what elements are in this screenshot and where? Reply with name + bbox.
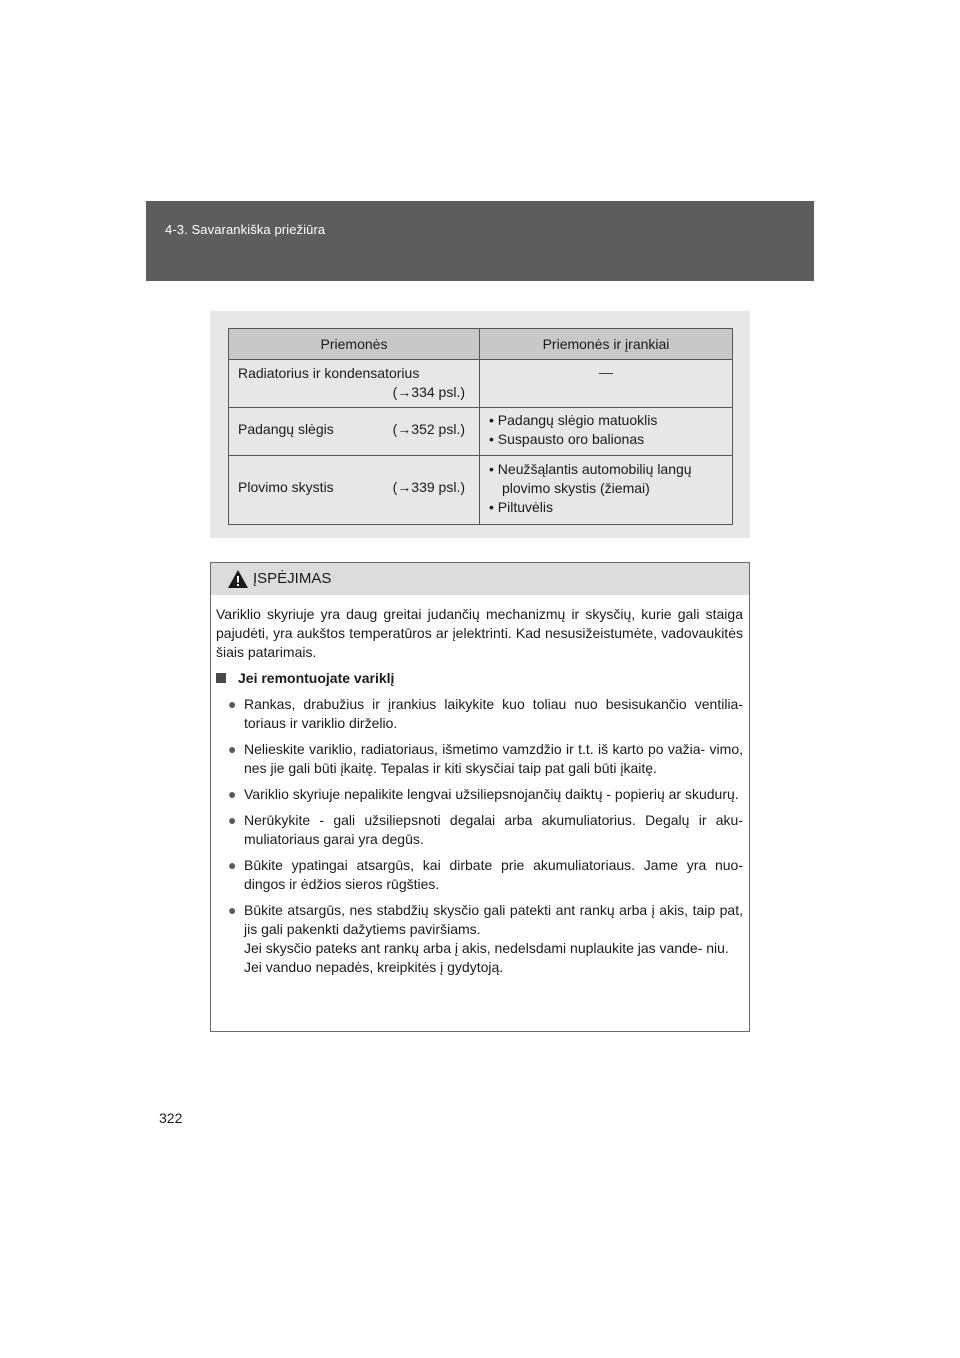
- tool-item: • Padangų slėgio matuoklis: [489, 412, 658, 428]
- column-header-tools: Priemonės ir įrankiai: [480, 329, 733, 360]
- bullet-icon: ●: [228, 857, 237, 873]
- tools-table-panel: [210, 311, 750, 538]
- list-item: ● Variklio skyriuje nepalikite lengvai užsiliepsnojančių daiktų - popierių ar skudurų.: [228, 786, 739, 802]
- list-item: ● Būkite atsargūs, nes stabdžių skysčio gali patekti ant rankų arba į akis, taip pat, jis gali pakenkti dažytiems paviršiams. Jei skysčio pateks ant rankų arba į akis, nedelsdami nuplaukite jas vande- niu. Jei vanduo nepadės, kreipkitės į gydytoją.: [228, 902, 743, 975]
- section-header-bar: [146, 201, 814, 281]
- tool-item-continuation: plovimo skystis (žiemai): [502, 480, 650, 496]
- bullet-icon: ●: [228, 741, 237, 757]
- bullet-icon: ●: [228, 786, 237, 802]
- page-number: 322: [159, 1110, 183, 1126]
- list-item: ● Rankas, drabužius ir įrankius laikykite kuo toliau nuo besisukančio ventilia- toriaus ir variklio dirželio.: [228, 696, 743, 731]
- list-item: ● Būkite ypatingai atsargūs, kai dirbate prie akumuliatoriaus. Jame yra nuo- dingos ir ėdžios sieros rūgšties.: [228, 857, 743, 892]
- page-reference: (→352 psl.): [392, 421, 465, 437]
- page-reference: (→339 psl.): [392, 479, 465, 495]
- empty-dash: —: [599, 364, 613, 380]
- table-header-row: [229, 329, 733, 360]
- list-item-extra: Jei vanduo nepadės, kreipkitės į gydytoją.: [244, 959, 504, 975]
- row-item: Radiatorius ir kondensatorius: [238, 365, 420, 381]
- bullet-icon: ●: [228, 696, 237, 712]
- warning-body: [216, 605, 743, 977]
- tool-item: • Piltuvėlis: [489, 499, 554, 515]
- warning-title: ĮSPĖJIMAS: [253, 570, 332, 587]
- row-item: Plovimo skystis: [238, 479, 334, 495]
- list-item: ● Nerūkykite - gali užsiliepsnoti degalai arba akumuliatorius. Degalų ir aku- muliatoriaus garai yra degūs.: [228, 812, 743, 847]
- column-header-items: Priemonės: [229, 329, 480, 360]
- bullet-icon: ●: [228, 812, 237, 828]
- warning-intro: Variklio skyriuje yra daug greitai judančių mechanizmų ir skysčių, kurie gali staiga pajudėti, yra aukštos temperatūros ar įelektrinti. Kad nesusižeistumėte, vadovaukitės šiais patarimais.: [216, 606, 743, 660]
- warning-header: [211, 563, 749, 595]
- row-item: Padangų slėgis: [238, 421, 334, 437]
- warning-triangle-icon: [227, 569, 249, 589]
- list-item-extra: Jei skysčio pateks ant rankų arba į akis, nedelsdami nuplaukite jas vande- niu.: [244, 940, 729, 956]
- tool-item: • Suspausto oro balionas: [489, 431, 645, 447]
- table-row: [229, 408, 733, 456]
- bullet-icon: ●: [228, 902, 237, 918]
- tool-item: • Neužšąlantis automobilių langų: [489, 461, 692, 477]
- warning-section-title: Jei remontuojate variklį: [216, 669, 743, 688]
- tools-table: [228, 328, 733, 525]
- square-bullet-icon: [216, 673, 226, 683]
- page-reference: (→334 psl.): [392, 384, 465, 400]
- warning-box: [210, 562, 750, 1032]
- list-item: ● Nelieskite variklio, radiatoriaus, išmetimo vamzdžio ir t.t. iš karto po važia- vimo, nes jie gali būti įkaitę. Tepalas ir kiti skysčiai taip pat gali būti įkaitę.: [228, 741, 743, 776]
- table-row: [229, 456, 733, 525]
- table-row: [229, 360, 733, 408]
- section-title: 4-3. Savarankiška priežiūra: [165, 222, 326, 237]
